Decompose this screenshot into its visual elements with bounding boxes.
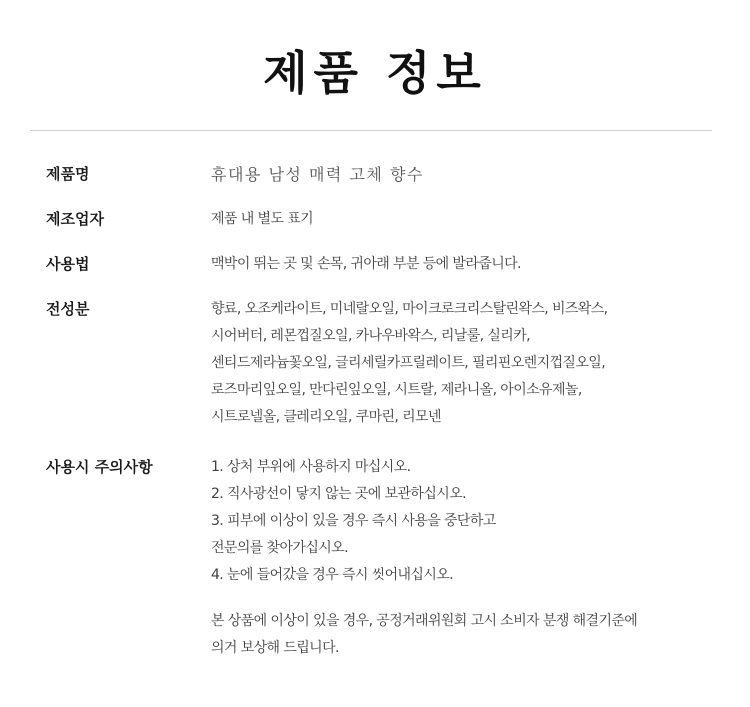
- value-line: 4. 눈에 들어갔을 경우 즉시 씻어내십시오.: [211, 567, 454, 583]
- value-line: 로즈마리잎오일, 만다린잎오일, 시트랄, 제라니올, 아이소유제놀,: [211, 382, 582, 398]
- row-value: [211, 206, 721, 233]
- notice-line: 본 상품에 이상이 있을 경우, 공정거래위원회 고시 소비자 분쟁 해결기준에: [211, 613, 638, 629]
- notice-line: 의거 보상해 드립니다.: [211, 640, 339, 656]
- row-value: [211, 454, 721, 662]
- row-label: 제품명: [46, 165, 90, 183]
- value-line: 제품 내 별도 표기: [211, 211, 314, 227]
- row-value: [211, 296, 721, 431]
- row-label: 사용법: [46, 255, 90, 273]
- row-label: 제조업자: [46, 210, 104, 228]
- value-line: 센티드제라늄꽃오일, 글리세릴카프릴레이트, 필리핀오렌지껍질오일,: [211, 355, 606, 371]
- page-title: 제품 정보: [263, 46, 487, 100]
- row-value: [211, 161, 721, 188]
- value-line: 시트로넬올, 클레리오일, 쿠마린, 리모넨: [211, 409, 441, 425]
- value-line: 휴대용 남성 매력 고체 향수: [211, 165, 424, 184]
- value-line: 1. 상처 부위에 사용하지 마십시오.: [211, 459, 411, 475]
- value-line: 시어버터, 레몬껍질오일, 카나우바왁스, 리날룰, 실리카,: [211, 328, 530, 344]
- value-line: 2. 직사광선이 닿지 않는 곳에 보관하십시오.: [211, 486, 466, 502]
- value-line: 맥박이 뛰는 곳 및 손목, 귀아래 부분 등에 발라줍니다.: [211, 256, 521, 272]
- paragraph-gap: [211, 589, 721, 608]
- value-line: 전문의를 찾아가십시오.: [211, 540, 348, 556]
- title-divider: [30, 130, 712, 131]
- value-line: 3. 피부에 이상이 있을 경우 즉시 사용을 중단하고: [211, 513, 496, 529]
- row-label: 사용시 주의사항: [46, 458, 153, 476]
- value-line: 향료, 오조케라이트, 미네랄오일, 마이크로크리스탈린왁스, 비즈왁스,: [211, 301, 608, 317]
- row-label: 전성분: [46, 300, 90, 318]
- row-value: [211, 251, 721, 278]
